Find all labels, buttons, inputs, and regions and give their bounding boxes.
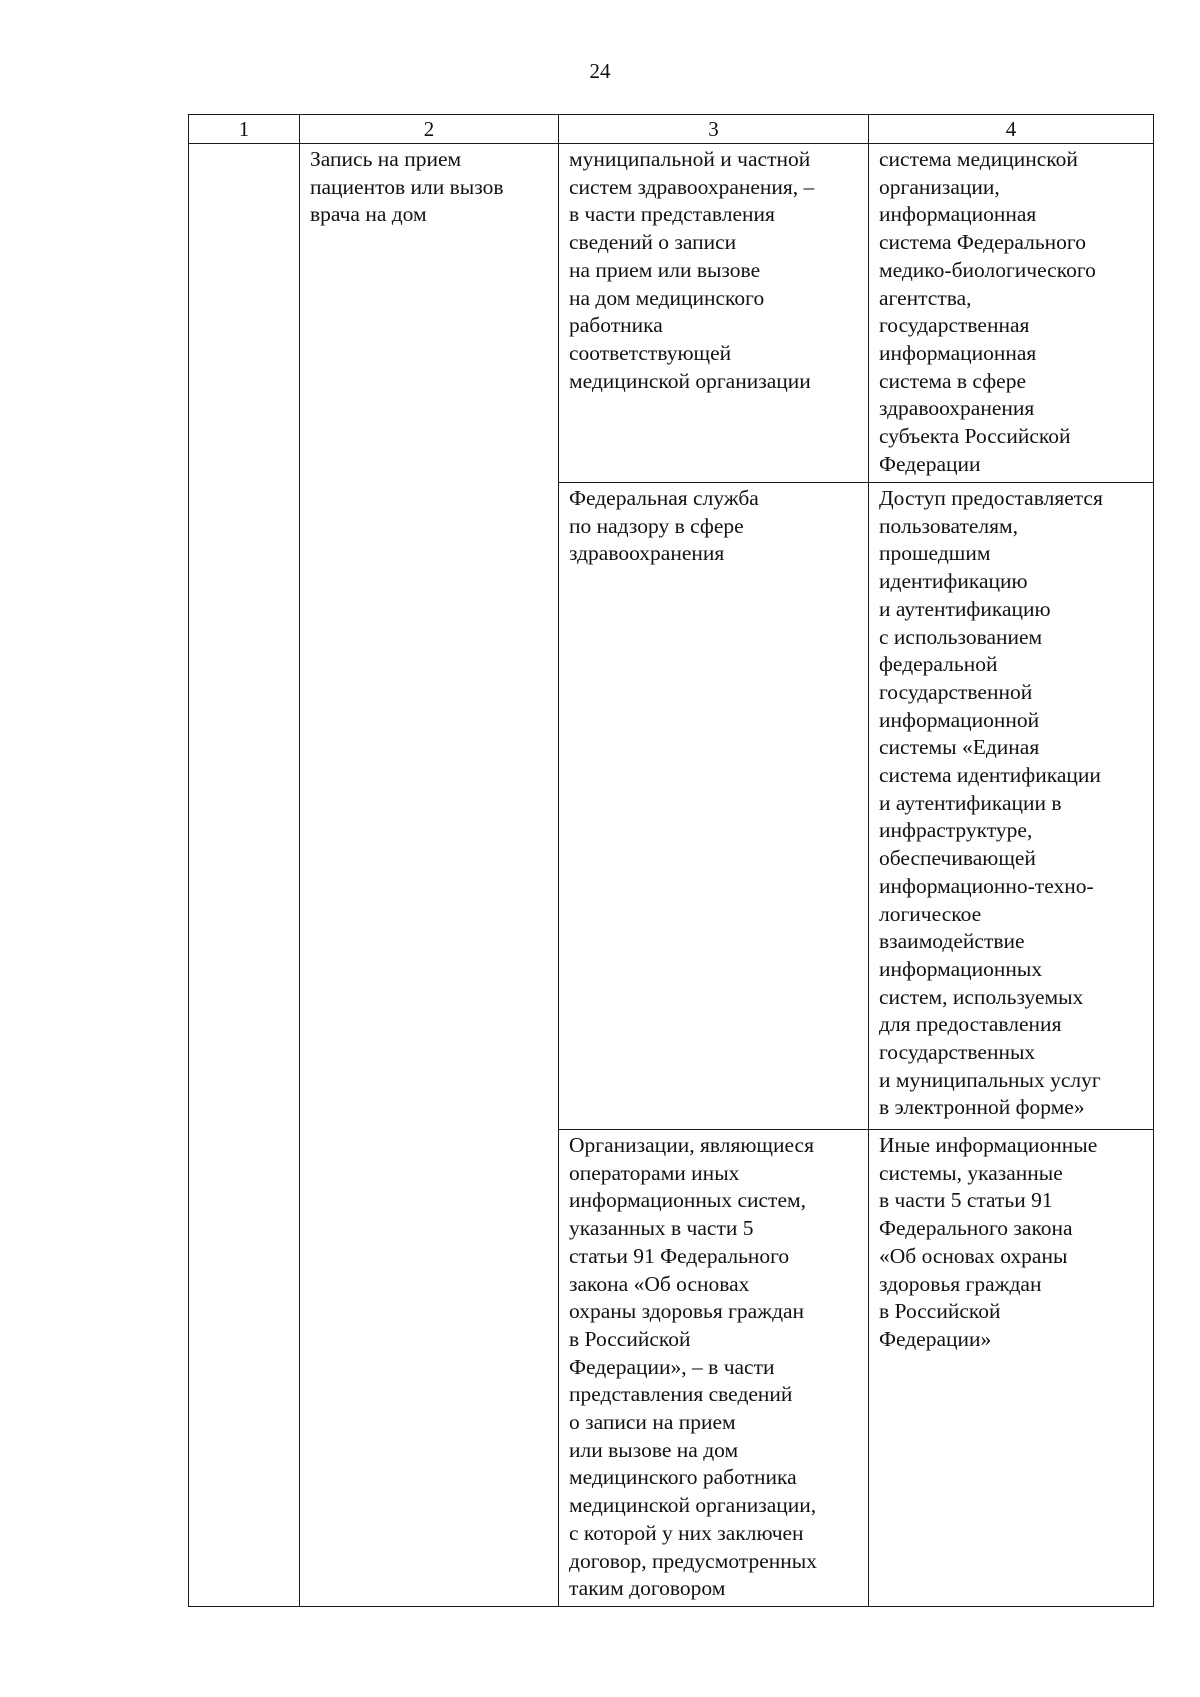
cell-col1 [189, 144, 300, 1607]
page-number: 24 [589, 59, 611, 83]
cell-provider-1: муниципальной и частной систем здравоохранения, – в части представления сведений о записи на прием или вызове на дом медицинского работника соответствующей медицинской организации [559, 144, 869, 483]
cell-provider-2: Федеральная служба по надзору в сфере здравоохранения [559, 483, 869, 1130]
document-table [188, 114, 1154, 1607]
column-header-1: 1 [189, 115, 300, 144]
table-header [189, 115, 1154, 144]
column-header-3: 3 [559, 115, 869, 144]
cell-provider-3: Организации, являющиеся операторами иных информационных систем, указанных в части 5 статьи 91 Федерального закона «Об основах охраны здоровья граждан в Российской Федерации», – в части представления сведений о записи на прием или вызове на дом медицинского работника медицинской организации, с которой у них заключен договор, предусмотренных таким договором [559, 1130, 869, 1607]
column-header-2: 2 [300, 115, 559, 144]
table-row [189, 144, 1154, 483]
cell-service-name: Запись на прием пациентов или вызов врача на дом [300, 144, 559, 1607]
cell-system-1: система медицинской организации, информационная система Федерального медико-биологического агентства, государственная информационная система в сфере здравоохранения субъекта Российской Федерации [869, 144, 1154, 483]
table-body [189, 144, 1154, 1607]
header-row [189, 115, 1154, 144]
cell-system-3: Иные информационные системы, указанные в части 5 статьи 91 Федерального закона «Об основах охраны здоровья граждан в Российской Федерации» [869, 1130, 1154, 1607]
cell-system-2: Доступ предоставляется пользователям, прошедшим идентификацию и аутентификацию с использованием федеральной государственной информационной системы «Единая система идентификации и аутентификации в инфраструктуре, обеспечивающей информационно-техно- логическое взаимодействие информационных систем, используемых для предоставления государственных и муниципальных услуг в электронной форме» [869, 483, 1154, 1130]
column-header-4: 4 [869, 115, 1154, 144]
